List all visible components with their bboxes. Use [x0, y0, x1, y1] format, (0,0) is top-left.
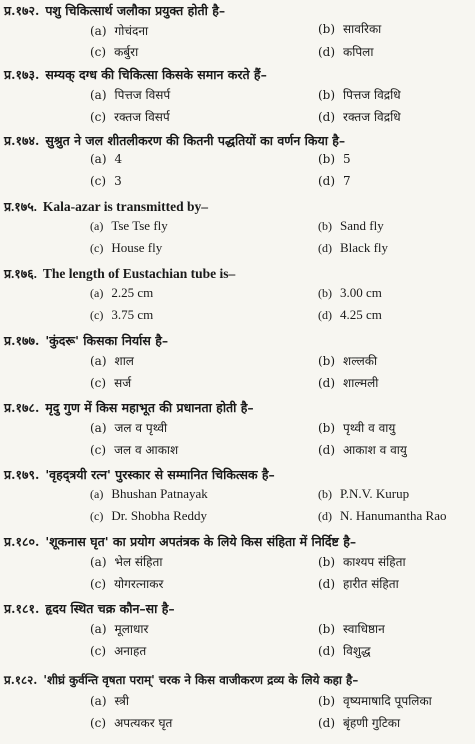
question-stem: [4, 132, 345, 149]
question-number: प्र.१७४.: [4, 133, 40, 148]
option-d: (d) N. Hanumantha Rao: [318, 508, 447, 523]
option-b: (b) Sand fly: [318, 218, 384, 233]
option-c: (c) 3: [90, 174, 122, 188]
question-number: प्र.१८२.: [4, 673, 38, 687]
option-c: (c) अनाहत: [90, 644, 147, 658]
option-a: (a) स्त्री: [90, 694, 129, 708]
question-text: Kala-azar is transmitted by–: [42, 199, 208, 214]
option-b: (b) पृथ्वी व वायु: [318, 421, 396, 435]
question-text: 'शूकनास घृत' का प्रयोग अपतंत्रक के लिये किस संहिता में निर्दिष्ट है–: [45, 534, 357, 549]
question-number: प्र.१७९.: [4, 467, 40, 482]
option-a: (a) भेल संहिता: [90, 555, 163, 569]
option-a: (a) 4: [90, 152, 123, 166]
question-number: प्र.१७५.: [4, 200, 37, 214]
question-stem: [4, 600, 175, 617]
question-stem: [4, 198, 208, 215]
option-b: (b) 3.00 cm: [318, 285, 382, 300]
option-d: (d) 7: [318, 174, 351, 188]
option-b: (b) स्वाधिष्ठान: [318, 622, 385, 636]
question-text: The length of Eustachian tube is–: [42, 266, 236, 281]
question-text: मृदु गुण में किस महाभूत की प्रधानता होती है–: [45, 400, 254, 415]
option-c: (c) कर्बुरा: [90, 45, 139, 59]
option-a: (a) Tse Tse fly: [90, 218, 168, 233]
question-text: पशु चिकित्सार्थ जलौका प्रयुक्त होती है–: [45, 3, 226, 18]
option-d: (d) कपिला: [318, 45, 374, 59]
option-d: (d) Black fly: [318, 240, 389, 255]
option-c: (c) योगरत्नाकर: [90, 577, 164, 591]
option-a: (a) मूलाधार: [90, 622, 149, 636]
question-stem: [4, 332, 168, 349]
question-stem: [4, 2, 225, 19]
question-text: सम्यक् दग्ध की चिकित्सा किसके समान करते हैं–: [45, 67, 267, 82]
option-a: (a) पित्तज विसर्प: [90, 88, 171, 102]
option-c: (c) Dr. Shobha Reddy: [90, 508, 208, 523]
option-a: (a) गोचंदना: [90, 24, 149, 38]
question-text: सुश्रुत ने जल शीतलीकरण की कितनी पद्धतियों का वर्णन किया है–: [45, 133, 346, 148]
question-stem: [4, 672, 358, 688]
option-d: (d) 4.25 cm: [318, 307, 382, 322]
option-a: (a) 2.25 cm: [90, 285, 154, 300]
question-text: 'शीघ्रं कुर्वन्ति वृषता पराम्' चरक ने किस वाजीकरण द्रव्य के लिये कहा है–: [43, 673, 359, 687]
option-d: (d) बृंहणी गुटिका: [318, 716, 401, 730]
option-c: (c) House fly: [90, 240, 163, 255]
question-stem: [4, 466, 275, 483]
option-c: (c) सर्ज: [90, 376, 132, 390]
question-number: प्र.१८१.: [4, 601, 40, 616]
question-number: प्र.१८०.: [4, 534, 40, 549]
option-a: (a) Bhushan Patnayak: [90, 486, 208, 501]
option-d: (d) हारीत संहिता: [318, 577, 399, 591]
question-stem: [4, 399, 254, 416]
option-d: (d) शाल्मली: [318, 376, 379, 390]
question-text: 'कुंदरू' किसका निर्यास है–: [45, 333, 169, 348]
question-text: 'वृहद्त्रयी रत्न' पुरस्कार से सम्मानित चिकित्सक है–: [45, 467, 275, 482]
option-b: (b) वृष्यमाषादि पूपलिका: [318, 694, 432, 708]
question-stem: [4, 66, 267, 83]
question-number: प्र.१७३.: [4, 67, 40, 82]
option-c: (c) 3.75 cm: [90, 307, 154, 322]
option-b: (b) 5: [318, 152, 351, 166]
question-number: प्र.१७७.: [4, 333, 40, 348]
option-c: (c) अपत्यकर घृत: [90, 716, 173, 730]
question-number: प्र.१७८.: [4, 400, 40, 415]
option-a: (a) जल व पृथ्वी: [90, 421, 168, 435]
option-b: (b) P.N.V. Kurup: [318, 486, 410, 501]
option-d: (d) रक्तज विद्रधि: [318, 110, 401, 124]
option-b: (b) पित्तज विद्रधि: [318, 88, 401, 102]
question-text: हृदय स्थित चक्र कौन–सा है–: [45, 601, 175, 616]
option-a: (a) शाल: [90, 354, 134, 368]
option-c: (c) रक्तज विसर्प: [90, 110, 170, 124]
option-d: (d) विशुद्ध: [318, 644, 371, 658]
option-d: (d) आकाश व वायु: [318, 443, 407, 457]
question-number: प्र.१७२.: [4, 3, 40, 18]
question-stem: [4, 533, 356, 550]
option-c: (c) जल व आकाश: [90, 443, 179, 457]
question-number: प्र.१७६.: [4, 267, 37, 281]
question-stem: [4, 265, 235, 282]
option-b: (b) शल्लकी: [318, 354, 378, 368]
option-b: (b) सावरिका: [318, 22, 382, 36]
option-b: (b) काश्यप संहिता: [318, 555, 406, 569]
